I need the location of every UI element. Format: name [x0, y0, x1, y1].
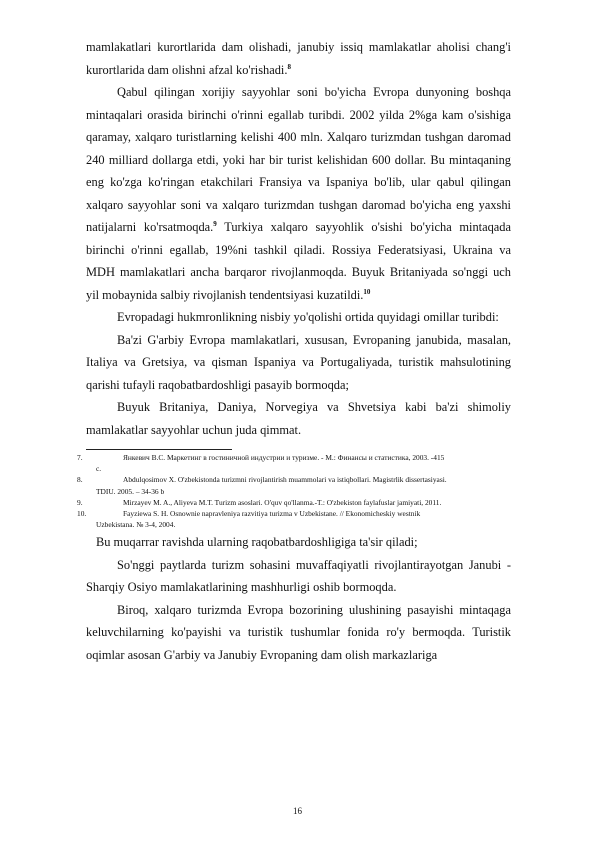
paragraph-7: So'nggi paytlarda turizm sohasini muvaffaqiyatli rivojlantirayotgan Janubi - Sharqiy Osiyo mamlakatlarining mashhurligi oshib bormoqda.	[86, 557, 511, 595]
paragraph-5: Buyuk Britaniya, Daniya, Norvegiya va Shvetsiya kabi ba'zi shimoliy mamlakatlar sayyohlar uchun juda qimmat.	[86, 400, 511, 437]
footnote-text: Abdulqosimov X. O'zbekistonda turizmni rivojlantirish muammolari va istiqbollari. Magistrlik dissertasiyasi.	[123, 475, 447, 485]
footnote-ref-9[interactable]: 9	[213, 219, 217, 228]
page-number: 16	[293, 806, 302, 816]
paragraph-1-text: mamlakatlari kurortlarida dam olishadi, janubiy issiq mamlakatlar aholisi chang'i kurortlarida dam olishni afzal ko'rishadi.	[86, 40, 511, 77]
paragraph-2-text: Qabul qilingan xorijiy sayyohlar soni bo'yicha Evropa dunyoning boshqa mintaqalari orasida birinchi o'rinni egallab turibdi. 2002 yilda 2%ga kam o'sishiga qaramay, xalqaro turistlarning kelishi 400 mln. Xalqaro turizmdan tushgan daromad 240 milliard dollarga etdi, yoki har bir turist kelishidan 600 dollar. Bu mintaqaning eng ko'zga ko'ringan etakchilari Fransiya va Ispaniya bo'lib, ular qabul qilingan xalqaro sayyohlar soni va xalqaro turizmdan tushgan daromad bo'yicha eng yaxshi natijalarni ko'rsatmoqda.	[86, 85, 511, 234]
footnote-text-cont: Uzbekistana. № 3-4, 2004.	[96, 520, 176, 530]
paragraph-8: Biroq, xalqaro turizmda Evropa bozorining ulushining pasayishi mintaqaga keluvchilarning ko'payishi va turistik tushumlar fonida ro'y bermoqda. Turistik oqimlar asosan G'arbiy va Janubiy Evropaning dam olish markazlariga	[86, 602, 511, 662]
paragraph-4: Ba'zi G'arbiy Evropa mamlakatlari, xususan, Evropaning janubida, masalan, Italiya va Gretsiya, va qisman Ispaniya va Portugaliyada, turistik mahsulotining qarishi tufayli raqobatbardoshligi pasayib bormoqda;	[86, 332, 511, 392]
footnote-text-cont: с.	[96, 464, 102, 474]
footnote-9	[77, 497, 511, 508]
footnote-number: 10.	[77, 509, 87, 519]
footnote-ref-10[interactable]: 10	[363, 287, 371, 296]
footnote-separator	[86, 449, 232, 450]
footnote-number: 9.	[77, 497, 83, 507]
footnote-10	[77, 508, 511, 530]
footnote-text: Янкевич В.С. Маркетинг в гостиничной индустрии и туризме. - М.: Финансы и статистика, 2003. -415	[123, 453, 445, 462]
paragraph-3: Evropadagi hukmronlikning nisbiy yo'qolishi ortida quyidagi omillar turibdi:	[117, 310, 499, 324]
footnote-text-cont: TDIU. 2005. – 34-36 b	[96, 486, 165, 496]
paragraph-1	[86, 36, 511, 81]
paragraph-2	[86, 81, 511, 306]
paragraph-2-text-cont: Turkiya xalqaro sayyohlik o'sishi bo'yicha mintaqada birinchi o'rinni egallab, 19%ni tashkil qiladi. Rossiya Federatsiyasi, Ukraina va MDH mamlakatlari ancha barqaror rivojlanmoqda. Buyuk Britaniyada so'nggi uch yil mobaynida salbiy rivojlanish tendentsiyasi kuzatildi.	[86, 220, 511, 302]
footnote-number: 8.	[77, 475, 83, 485]
footnote-text: Fayziewa S. H. Osnownie napravleniya razvitiya turizma v Uzbekistane. // Ekonomicheskiy westnik	[123, 509, 421, 519]
footnote-number: 7.	[77, 453, 83, 462]
footnote-ref-8[interactable]: 8	[287, 62, 291, 71]
document-body	[77, 36, 511, 666]
footnote-text: Mirzayev M. A., Aliyeva M.T. Turizm asoslari. O'quv qo'llanma.-T.: O'zbekiston faylafuslar jamiyati, 2011.	[123, 497, 442, 507]
footnote-7	[77, 452, 511, 474]
paragraph-6: Bu muqarrar ravishda ularning raqobatbardoshligiga ta'sir qiladi;	[96, 535, 418, 550]
footnote-8	[77, 474, 511, 496]
footnotes	[77, 452, 511, 530]
